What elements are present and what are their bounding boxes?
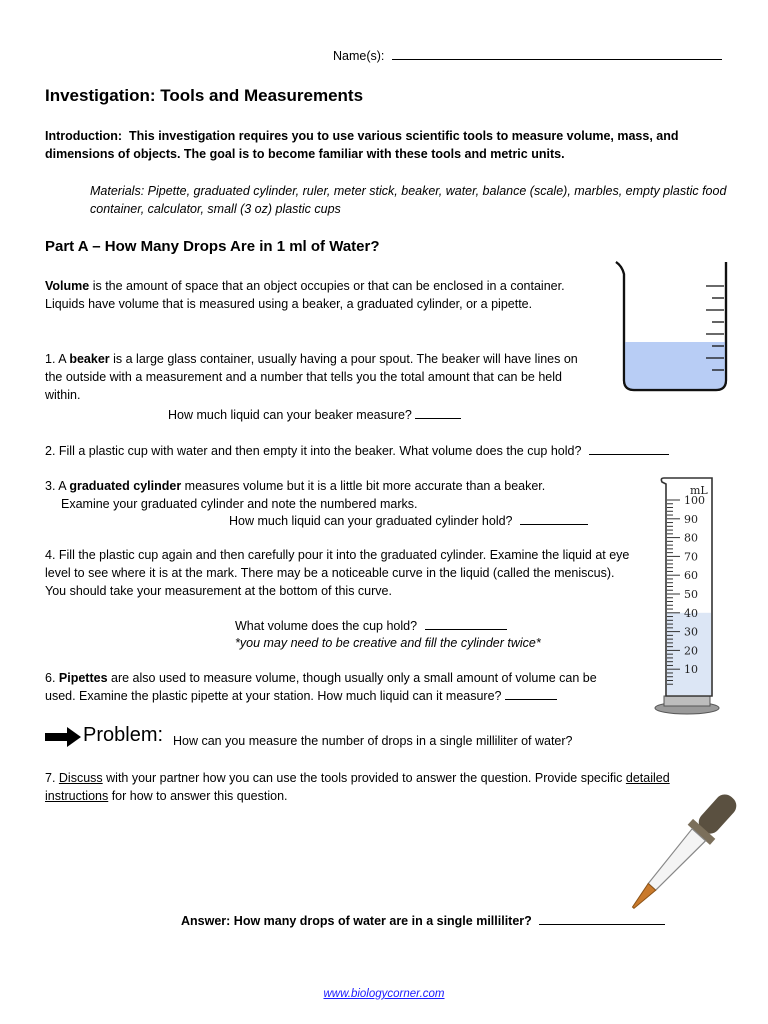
beaker-term: beaker	[69, 352, 110, 366]
instructions-term: instructions	[45, 789, 109, 803]
volume-text: is the amount of space that an object occupies or that can be enclosed in a container. Liquids have volume that is measured using a beaker, a graduated cylinder, or a pipette.	[45, 279, 565, 311]
pipettes-term: Pipettes	[58, 671, 108, 685]
names-input[interactable]	[392, 47, 722, 60]
question-7: 7. Discuss with your partner how you can use the tools provided to answer the question. Provide specific detailed instructions for how to answer this question.	[45, 771, 670, 803]
cylinder-scale-label: 20	[684, 644, 698, 658]
cylinder-scale-label: 10	[684, 663, 698, 677]
drops-answer-field[interactable]	[539, 912, 665, 925]
question-2: 2. Fill a plastic cup with water and then empty it into the beaker. What volume does the cup hold?	[45, 442, 669, 460]
volume-term: Volume	[45, 279, 90, 293]
beaker-answer-field[interactable]	[415, 406, 461, 419]
question-4: 4. Fill the plastic cup again and then carefully pour it into the graduated cylinder. Examine the liquid at eye level to see where it is at the mark. There may be a noticeable curve in the liquid (called the meniscus). You should take your measurement at the bottom of this curve.	[45, 548, 630, 598]
cylinder-scale-label: 50	[684, 588, 698, 601]
footer-link[interactable]: www.biologycorner.com	[323, 988, 445, 1000]
cylinder-scale-label: 40	[684, 606, 698, 620]
volume-paragraph	[45, 277, 600, 313]
names-label: Name(s):	[333, 49, 385, 63]
cylinder-scale-label: 100	[684, 494, 705, 507]
footer	[0, 984, 768, 1002]
discuss-term: Discuss	[58, 771, 103, 785]
detailed-term: detailed	[625, 771, 670, 785]
problem-text: How can you measure the number of drops in a single milliliter of water?	[173, 734, 573, 748]
part-a-heading: Part A – How Many Drops Are in 1 ml of Water?	[45, 238, 380, 255]
question-1: 1. A beaker is a large glass container, usually having a pour spout. The beaker will have lines on the outside with a measurement and a number that tells you the total amount that can be held within.	[45, 352, 578, 402]
answer-line	[181, 912, 665, 930]
answer-prompt: Answer: How many drops of water are in a single milliliter?	[181, 914, 532, 928]
materials: Materials: Pipette, graduated cylinder, ruler, meter stick, beaker, water, balance (scale), marbles, empty plastic food container, calculator, small (3 oz) plastic cups	[90, 184, 727, 216]
graduated-cylinder-term: graduated cylinder	[69, 479, 182, 493]
question-6: 6. Pipettes are also used to measure volume, though usually only a small amount of volume can be used. Examine the plastic pipette at your station. How much liquid can it measure?	[45, 671, 597, 703]
cylinder-scale-label: 80	[684, 531, 698, 545]
intro-text: This investigation requires you to use various scientific tools to measure volume, mass, and dimensions of objects. The goal is to become familiar with these tools and metric units.	[45, 129, 679, 161]
cup-volume-field[interactable]	[589, 442, 669, 455]
question-3: 3. A graduated cylinder measures volume but it is a little bit more accurate than a beaker.	[45, 479, 546, 493]
cylinder-scale-label: 70	[684, 550, 698, 564]
names-line	[333, 47, 733, 65]
intro-lead: Introduction:	[45, 129, 123, 143]
pipette-volume-field[interactable]	[505, 687, 557, 700]
cylinder-scale-label: 60	[684, 569, 698, 583]
cylinder-unit-label: mL	[690, 484, 708, 497]
cylinder-capacity-field[interactable]	[520, 512, 588, 525]
graduated-cylinder-illustration	[650, 474, 724, 718]
pipette-dropper-illustration	[620, 786, 744, 918]
question-1-prompt: How much liquid can your beaker measure?	[168, 406, 461, 424]
cylinder-scale-label: 90	[684, 512, 698, 526]
arrow-right-icon	[45, 727, 81, 747]
beaker-illustration	[608, 256, 732, 396]
question-3-prompt: How much liquid can your graduated cylinder hold?	[229, 512, 588, 530]
cup-volume-cylinder-field[interactable]	[425, 617, 507, 630]
cylinder-scale-label: 30	[684, 625, 698, 639]
problem-label: Problem:	[83, 724, 164, 746]
question-4-note: *you may need to be creative and fill the cylinder twice*	[235, 636, 541, 650]
introduction	[45, 127, 715, 163]
question-4-prompt: What volume does the cup hold?	[235, 617, 507, 635]
problem-statement	[45, 724, 645, 752]
page-title: Investigation: Tools and Measurements	[45, 86, 364, 105]
question-3-line-2: Examine your graduated cylinder and note the numbered marks.	[61, 497, 418, 511]
